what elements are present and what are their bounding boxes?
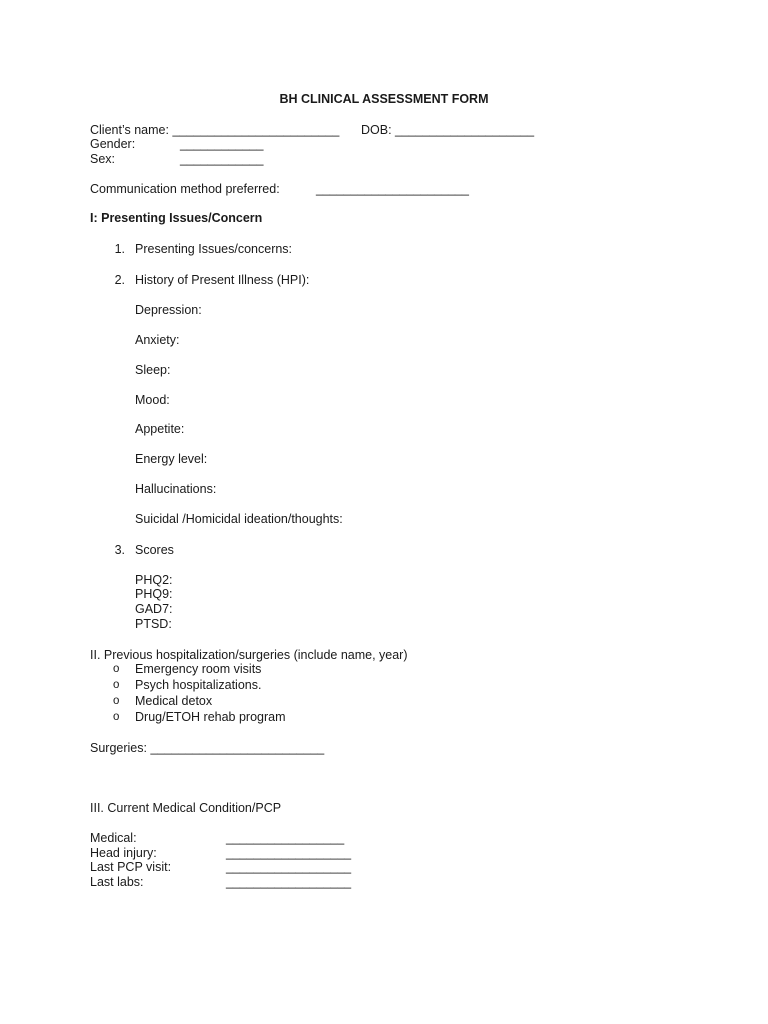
gender-label: Gender:: [90, 137, 136, 151]
head-injury-field[interactable]: __________________: [226, 846, 352, 860]
bullet-marker: o: [113, 711, 120, 723]
last-pcp-visit-label: Last PCP visit:: [90, 860, 172, 874]
last-pcp-visit-field[interactable]: __________________: [226, 860, 352, 874]
communication-method-label: Communication method preferred:: [90, 182, 280, 196]
score-ptsd-label: PTSD:: [135, 617, 172, 631]
last-labs-field[interactable]: __________________: [226, 875, 352, 889]
section-2-heading: II. Previous hospitalization/surgeries (include name, year): [90, 648, 408, 662]
hpi-mood-label: Mood:: [135, 393, 170, 407]
section-3-heading: III. Current Medical Condition/PCP: [90, 801, 282, 815]
scores-label: Scores: [135, 543, 174, 557]
hpi-energy-level-label: Energy level:: [135, 452, 208, 466]
sex-field[interactable]: ____________: [180, 152, 264, 166]
bullet-marker: o: [113, 679, 120, 691]
last-labs-label: Last labs:: [90, 875, 144, 889]
presenting-issues-label: Presenting Issues/concerns:: [135, 242, 293, 256]
head-injury-label: Head injury:: [90, 846, 157, 860]
bullet-drug-etoh-rehab: Drug/ETOH rehab program: [135, 710, 286, 724]
hpi-sleep-label: Sleep:: [135, 363, 171, 377]
hpi-appetite-label: Appetite:: [135, 422, 185, 436]
gender-field[interactable]: ____________: [180, 137, 264, 151]
bullet-marker: o: [113, 695, 120, 707]
item-number: 1.: [114, 242, 125, 256]
medical-field[interactable]: _________________: [226, 831, 345, 845]
sex-label: Sex:: [90, 152, 116, 166]
score-gad7-label: GAD7:: [135, 602, 173, 616]
hpi-depression-label: Depression:: [135, 303, 202, 317]
score-phq9-label: PHQ9:: [135, 587, 173, 601]
item-number: 2.: [114, 273, 125, 287]
hpi-suicidal-ideation-label: Suicidal /Homicidal ideation/thoughts:: [135, 512, 343, 526]
hpi-label: History of Present Illness (HPI):: [135, 273, 310, 287]
client-name-field[interactable]: Client’s name: ________________________: [90, 123, 340, 137]
score-phq2-label: PHQ2:: [135, 573, 173, 587]
surgeries-field[interactable]: Surgeries: _________________________: [90, 741, 325, 755]
dob-field[interactable]: DOB: ____________________: [361, 123, 535, 137]
bullet-emergency-room-visits: Emergency room visits: [135, 662, 262, 676]
communication-method-field[interactable]: ______________________: [316, 182, 469, 196]
hpi-hallucinations-label: Hallucinations:: [135, 482, 217, 496]
hpi-anxiety-label: Anxiety:: [135, 333, 180, 347]
bullet-psych-hospitalizations: Psych hospitalizations.: [135, 678, 262, 692]
medical-label: Medical:: [90, 831, 137, 845]
form-title: BH CLINICAL ASSESSMENT FORM: [279, 92, 489, 106]
bullet-marker: o: [113, 663, 120, 675]
bullet-medical-detox: Medical detox: [135, 694, 213, 708]
item-number: 3.: [114, 543, 125, 557]
section-1-heading: I: Presenting Issues/Concern: [90, 211, 263, 225]
